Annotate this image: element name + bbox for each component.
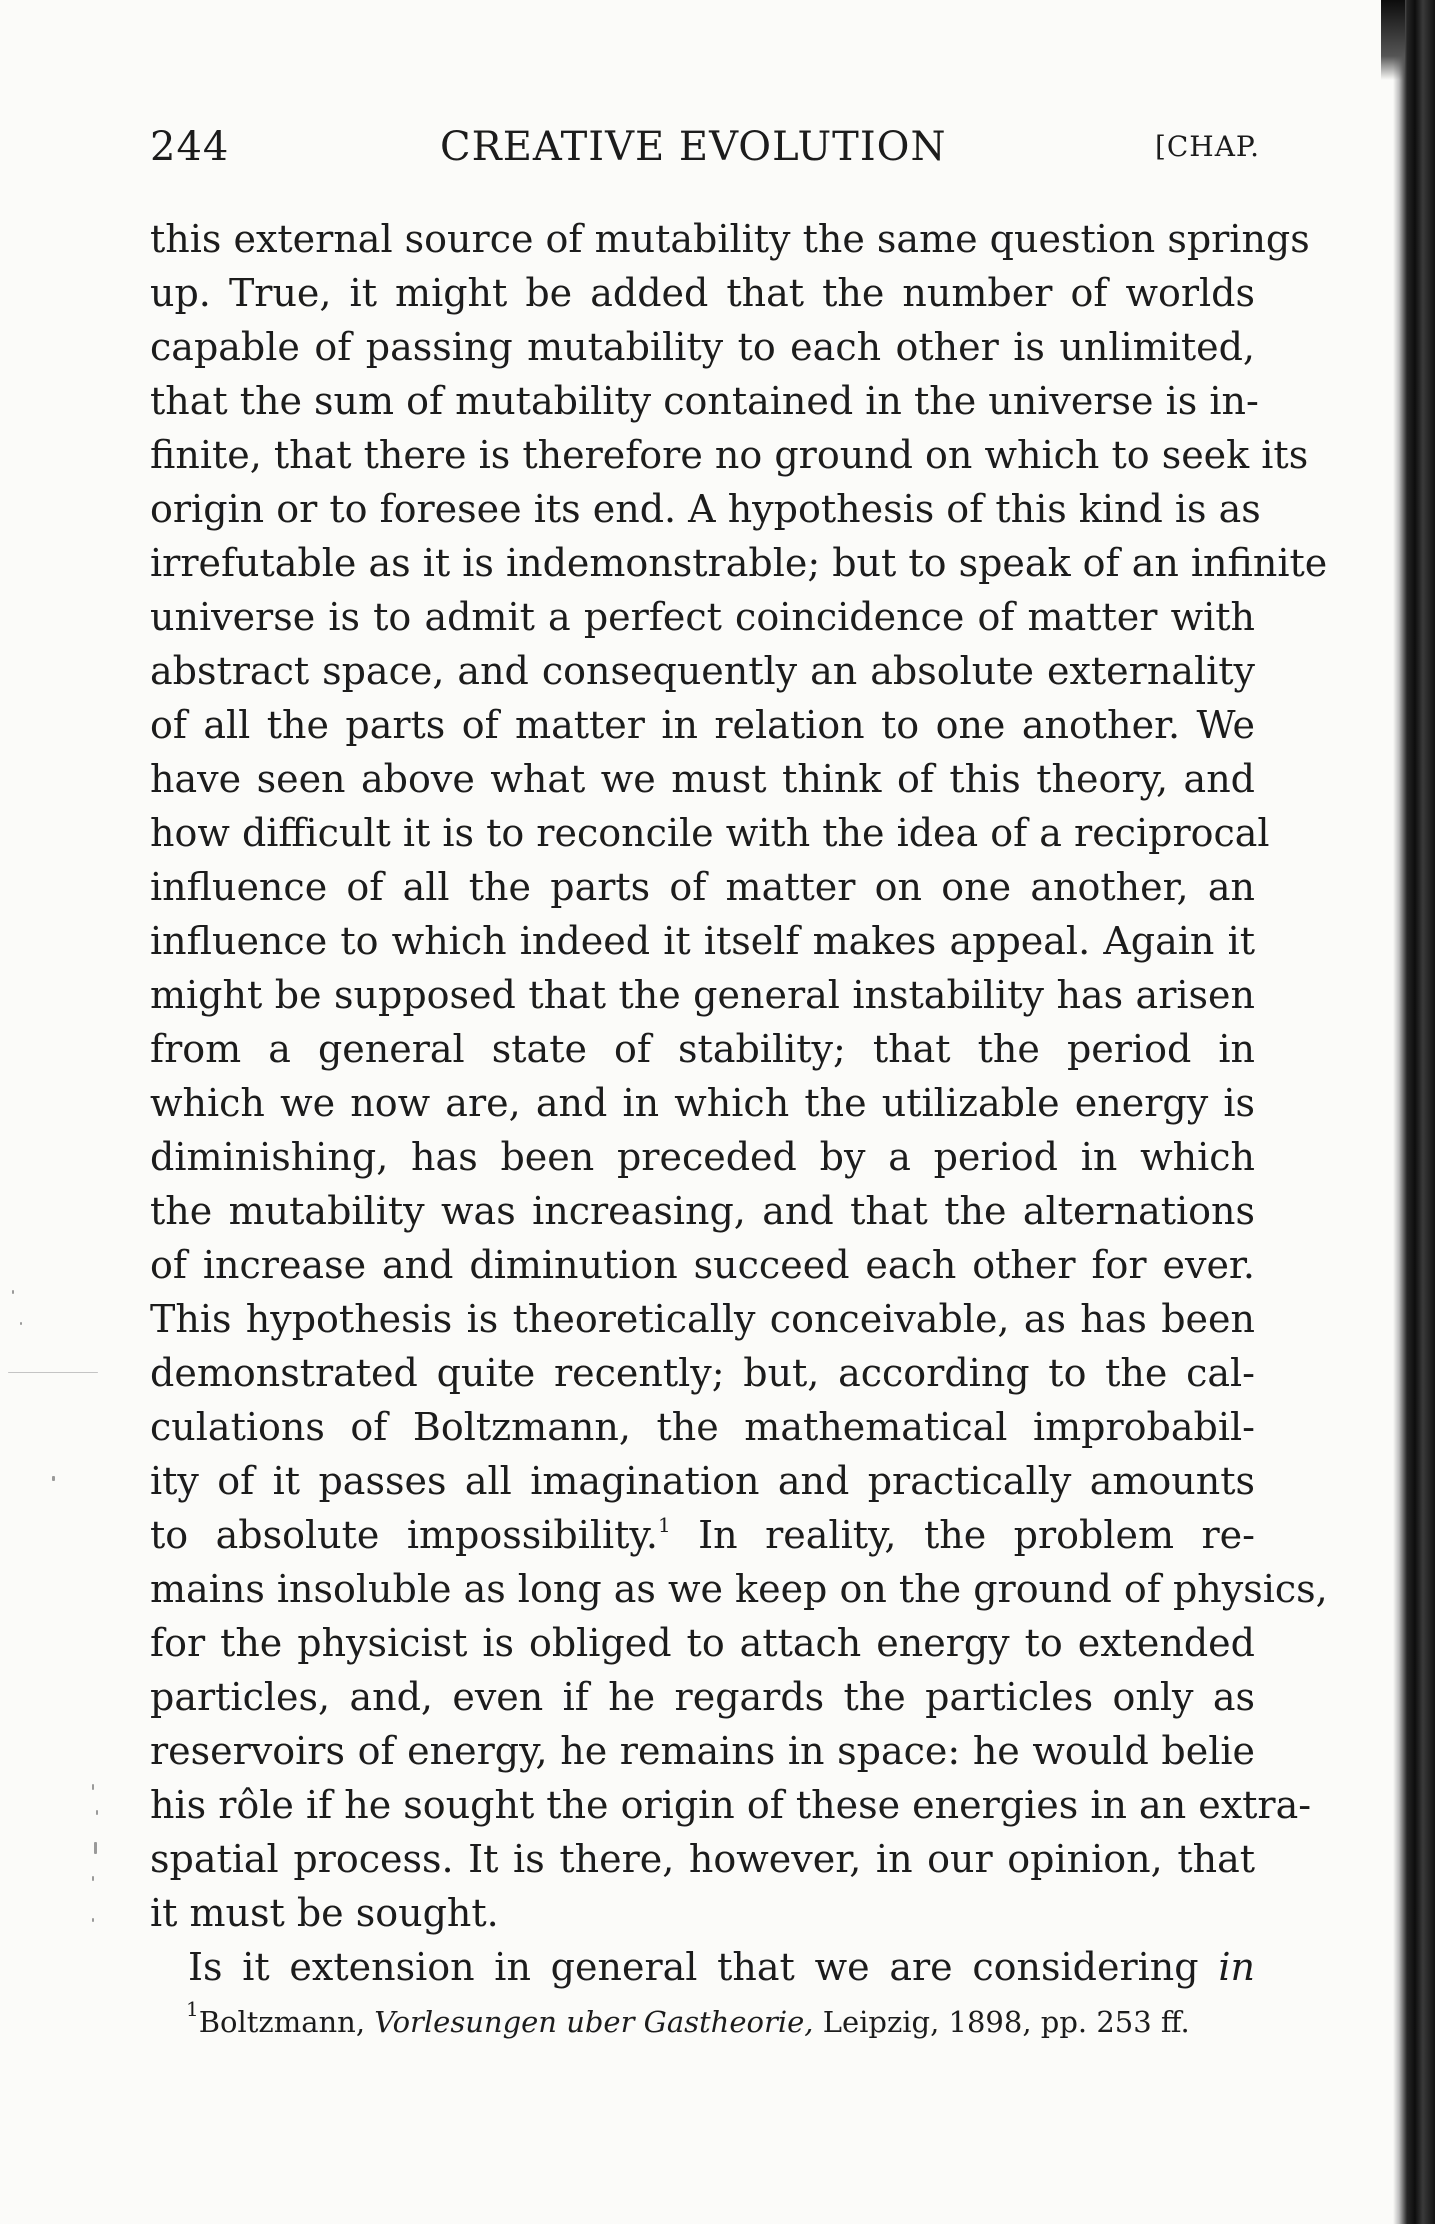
text-line: this external source of mutability the same question springs (150, 217, 1310, 261)
text-line: which we now are, and in which the utilizable energy is (150, 1081, 1255, 1125)
text-line: mains insoluble as long as we keep on the ground of physics, (150, 1567, 1328, 1611)
text-line: might be supposed that the general instability has arisen (150, 973, 1255, 1017)
text-line: have seen above what we must think of this theory, and (150, 757, 1255, 801)
text-line: origin or to foresee its end. A hypothesis of this kind is as (150, 487, 1261, 531)
text-line: the mutability was increasing, and that the alternations (150, 1189, 1255, 1233)
body-text (150, 212, 1328, 1994)
text-segment: In reality, the problem re- (698, 1513, 1255, 1557)
scan-corner-shadow (1381, 0, 1405, 80)
text-line: how difficult it is to reconcile with the idea of a reciprocal (150, 811, 1270, 855)
footnote-marker: 1 (186, 1997, 199, 2021)
text-line: finite, that there is therefore no ground on which to seek its (150, 433, 1309, 477)
text-line: This hypothesis is theoretically conceivable, as has been (150, 1297, 1255, 1341)
text-line-with-note (150, 1508, 1255, 1562)
text-line: demonstrated quite recently; but, according to the cal- (150, 1351, 1255, 1395)
footnote-author: Boltzmann, (198, 2005, 366, 2039)
text-segment: Is it extension in general that we are considering (188, 1945, 1199, 1989)
text-line: universe is to admit a perfect coincidence of matter with (150, 595, 1255, 639)
page-number: 244 (150, 124, 230, 170)
text-line: capable of passing mutability to each other is unlimited, (150, 325, 1255, 369)
text-line: abstract space, and consequently an absolute externality (150, 649, 1255, 693)
running-head (150, 120, 1260, 180)
footnote-reference: 1 (657, 1513, 671, 1537)
footnote (186, 1997, 1256, 2042)
text-line: culations of Boltzmann, the mathematical improbabil- (150, 1405, 1255, 1449)
text-line: of increase and diminution succeed each other for ever. (150, 1243, 1255, 1287)
text-line: irrefutable as it is indemonstrable; but to speak of an infinite (150, 541, 1328, 585)
paragraph-start-line (150, 1940, 1255, 1994)
text-line: of all the parts of matter in relation to one another. We (150, 703, 1255, 747)
text-line: particles, and, even if he regards the particles only as (150, 1675, 1255, 1719)
text-line: that the sum of mutability contained in the universe is in- (150, 379, 1259, 423)
text-line: up. True, it might be added that the number of worlds (150, 271, 1255, 315)
text-line: it must be sought. (150, 1891, 499, 1935)
text-line: ity of it passes all imagination and practically amounts (150, 1459, 1255, 1503)
text-line: for the physicist is obliged to attach energy to extended (150, 1621, 1255, 1665)
margin-specks (0, 1290, 150, 1950)
footnote-details: Leipzig, 1898, pp. 253 ff. (822, 2005, 1190, 2039)
text-line: spatial process. It is there, however, in our opinion, that (150, 1837, 1255, 1881)
text-line: his rôle if he sought the origin of these energies in an extra- (150, 1783, 1312, 1827)
text-segment: to absolute impossibility. (150, 1513, 658, 1557)
running-title: CREATIVE EVOLUTION (440, 124, 947, 170)
chapter-abbreviation: [CHAP. (1154, 130, 1260, 163)
text-line: from a general state of stability; that the period in (150, 1027, 1255, 1071)
scan-binding-shadow (1393, 0, 1435, 2224)
text-line: reservoirs of energy, he remains in space: he would belie (150, 1729, 1255, 1773)
text-line: influence of all the parts of matter on one another, an (150, 865, 1255, 909)
italic-word: in (1218, 1945, 1255, 1989)
footnote-title: Vorlesungen uber Gastheorie, (374, 2005, 814, 2039)
text-line: diminishing, has been preceded by a period in which (150, 1135, 1255, 1179)
text-line: influence to which indeed it itself makes appeal. Again it (150, 919, 1255, 963)
